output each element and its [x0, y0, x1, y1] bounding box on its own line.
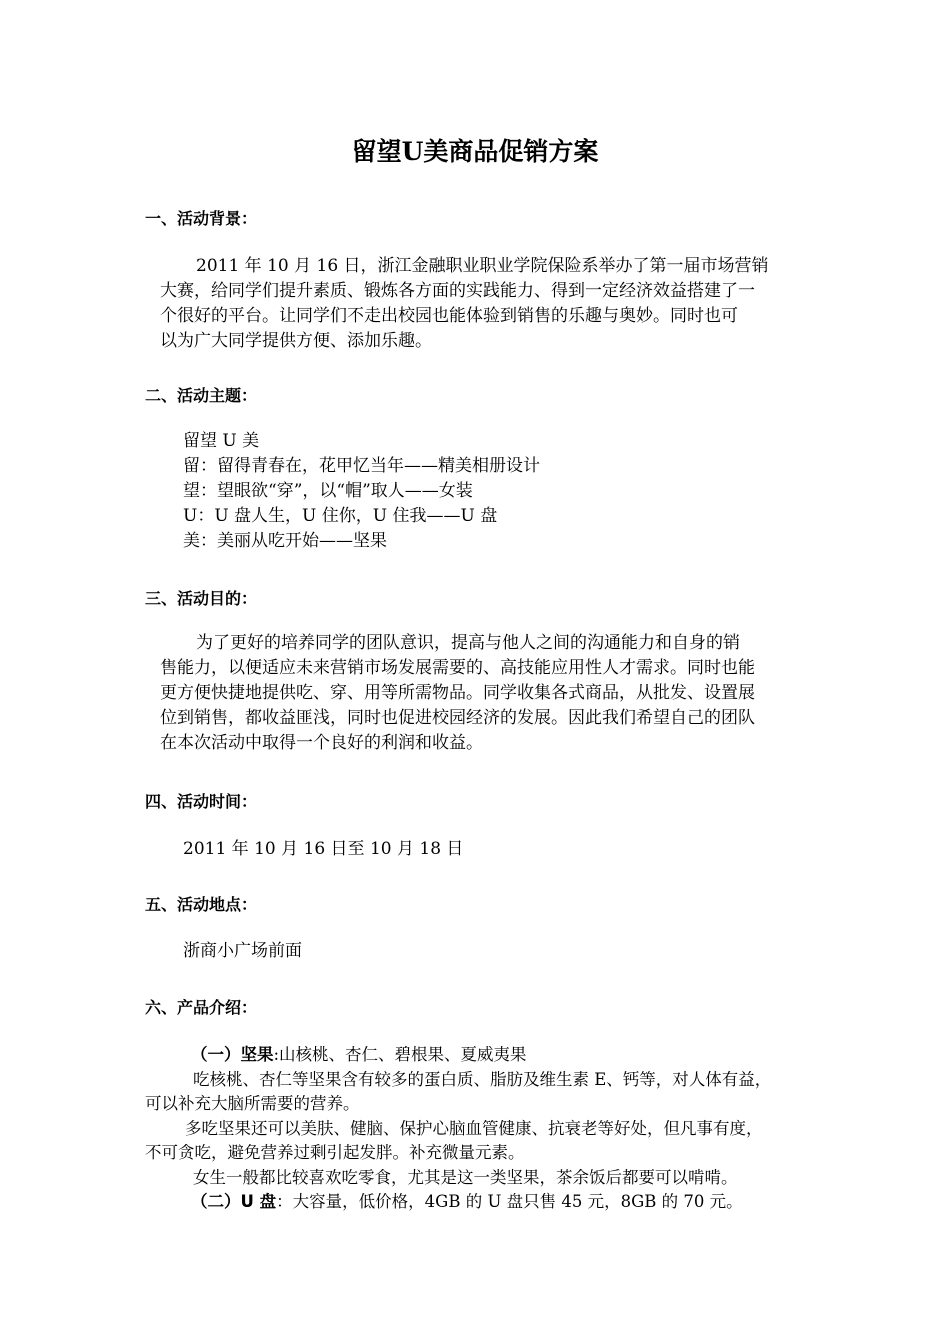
heading-products: 六、产品介绍：	[145, 998, 258, 1017]
nuts-p2-a: 多吃坚果还可以美肤、健脑、保护心脑血管健康、抗衰老等好处，但凡事有度，	[185, 1118, 763, 1138]
purpose-line-5: 在本次活动中取得一个良好的利润和收益。	[160, 733, 483, 753]
background-line-4: 以为广大同学提供方便、添加乐趣。	[160, 331, 432, 351]
background-line-1: 2011 年 10 月 16 日，浙江金融职业职业学院保险系举办了第一届市场营销	[196, 256, 769, 276]
theme-line-1: 留望 U 美	[183, 431, 260, 451]
theme-line-5: 美：美丽从吃开始——坚果	[183, 531, 387, 551]
usb-label: （二）U 盘	[191, 1192, 277, 1211]
background-line-3: 个很好的平台。让同学们不走出校园也能体验到销售的乐趣与奥妙。同时也可	[160, 306, 738, 326]
purpose-paragraph	[160, 631, 808, 756]
theme-line-4: U：U 盘人生，U 住你，U 住我——U 盘	[183, 506, 498, 526]
products-block	[145, 1043, 823, 1215]
nuts-p1-b: 可以补充大脑所需要的营养。	[145, 1094, 360, 1113]
nuts-label: （一）坚果	[191, 1045, 274, 1064]
nuts-line	[145, 1043, 823, 1068]
nuts-p2-b: 不可贪吃，避免营养过剩引起发胖。补充微量元素。	[145, 1143, 525, 1162]
purpose-line-4: 位到销售，都收益匪浅，同时也促进校园经济的发展。因此我们希望自己的团队	[160, 708, 755, 728]
usb-line	[145, 1190, 823, 1215]
usb-text: ：大容量，低价格，4GB 的 U 盘只售 45 元，8GB 的 70 元。	[276, 1192, 743, 1211]
nuts-items: :山核桃、杏仁、碧根果、夏威夷果	[273, 1045, 527, 1064]
location-text: 浙商小广场前面	[183, 941, 302, 961]
nuts-p3: 女生一般都比较喜欢吃零食，尤其是这一类坚果，茶余饭后都要可以啃啃。	[193, 1167, 738, 1187]
theme-line-2: 留：留得青春在，花甲忆当年——精美相册设计	[183, 456, 540, 476]
purpose-line-3: 更方便快捷地提供吃、穿、用等所需物品。同学收集各式商品，从批发、设置展	[160, 683, 755, 703]
background-line-2: 大赛，给同学们提升素质、锻炼各方面的实践能力、得到一定经济效益搭建了一	[160, 281, 755, 301]
nuts-p1-a: 吃核桃、杏仁等坚果含有较多的蛋白质、脂肪及维生素 E、钙等，对人体有益，	[193, 1069, 772, 1089]
purpose-line-1: 为了更好的培养同学的团队意识，提高与他人之间的沟通能力和自身的销	[196, 633, 740, 653]
heading-location: 五、活动地点：	[145, 895, 258, 914]
theme-line-3: 望：望眼欲“穿”，以“帽”取人——女装	[183, 481, 473, 501]
heading-background: 一、活动背景：	[145, 209, 258, 228]
heading-time: 四、活动时间：	[145, 792, 258, 811]
purpose-line-3-sans: 同学收集各式商品，从批发、设置展	[483, 683, 755, 703]
page-title: 留望U美商品促销方案	[351, 137, 599, 166]
time-text: 2011 年 10 月 16 日至 10 月 18 日	[183, 839, 464, 859]
heading-purpose: 三、活动目的：	[145, 589, 258, 608]
purpose-line-2: 售能力，以便适应未来营销市场发展需要的、高技能应用性人才需求。同时也能	[160, 658, 755, 678]
theme-list	[183, 429, 540, 554]
heading-theme: 二、活动主题：	[145, 386, 258, 405]
background-paragraph	[160, 254, 808, 354]
